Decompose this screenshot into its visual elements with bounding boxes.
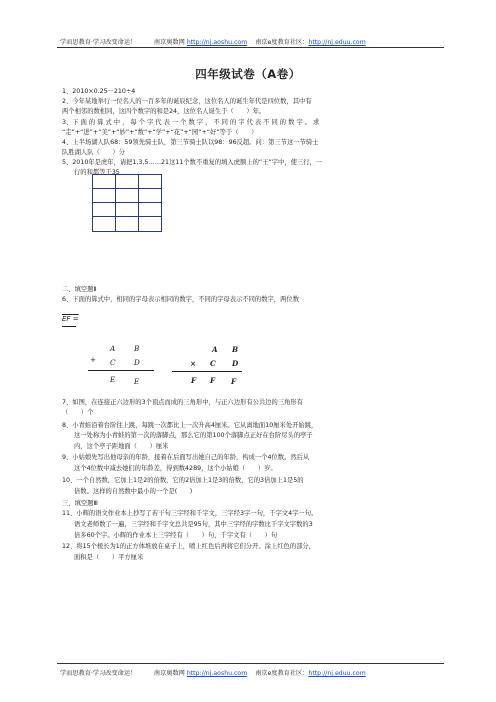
header-site1-label: 南京奥数网 [153, 39, 185, 46]
eq-right-b: B [232, 345, 239, 354]
question-7-line1: 7、如图，在连接正六边形的3个顶点而成的三角形中，与正六边形有公共边的三角形有 [62, 399, 303, 406]
question-6: 6、下面的算式中，相同的字母表示相同的数字，不同的字母表示不同的数字，两位数 [62, 296, 299, 303]
page-header [60, 37, 441, 46]
ef-label [62, 315, 79, 323]
eq-left-a: A [110, 344, 116, 353]
eq-left-plus: + [90, 355, 97, 364]
eq-right-a: A [212, 345, 218, 354]
question-8-line1: 8、小青蛙沿着台阶往上跳，每跳一次都比上一次升高4厘米。它从离地面10厘米处开始跳， [62, 422, 318, 429]
question-7-line2: （ ）个 [62, 409, 94, 416]
question-11-line3: 倍多60个字。小辉的作业本上三字经有（ ）句，千字文有（ ）句 [74, 532, 278, 539]
question-1: 1、2010×0.25－210÷4 [62, 88, 136, 95]
question-10-line2: 倍数。这样的自然数中最小的一个是( ) [74, 488, 193, 495]
header-brand: 学而思教育·学习改变命运！ [60, 39, 137, 46]
footer-brand: 学而思教育·学习改变命运！ [60, 670, 137, 677]
section-2-heading: 二、填空题Ⅱ [62, 286, 97, 293]
question-11-line1: 11、小辉的语文作业本上抄写了若干句三字经和千字文，三字经3字一句，千字文4字一句。 [62, 510, 318, 517]
footer-site1-link[interactable]: http://nj.aoshu.com [186, 670, 248, 677]
grid-cell[interactable] [115, 188, 139, 203]
ef-answer-line [62, 326, 76, 327]
eq-right-rule [172, 371, 242, 372]
grid-cell[interactable] [138, 216, 162, 232]
question-2-line1: 2、今年某地举行一位名人的一百多年的诞辰纪念，这位名人的诞生年代是四位数，其中有 [62, 98, 312, 105]
question-5-line1: 5、2010年是虎年，请把1,3,5……21这11个数不重复的填入虎额上的“王”字中，使三行，一 [62, 159, 323, 166]
eq-left-d: D [134, 358, 140, 367]
grid-cell[interactable] [92, 174, 116, 189]
ef-equals: = [72, 315, 79, 323]
footer-site2-link[interactable]: http://nj.eduu.com [308, 670, 366, 677]
question-9-line1: 9、小姑娘先写出他母亲的年龄，接着在后面写出她自己的年龄，构成一个4位数。然后从 [62, 454, 310, 461]
grid-cell[interactable] [138, 174, 162, 189]
eq-left-c: C [110, 358, 116, 367]
eq-right-f2: F [210, 376, 216, 385]
eq-right-times: × [190, 359, 197, 368]
footer-site1-label: 南京奥数网 [153, 670, 185, 677]
header-site1-link[interactable]: http://nj.aoshu.com [186, 39, 248, 46]
section-3-heading: 三、填空题Ⅲ [62, 500, 98, 507]
question-3-line1: 3、下 面 的 算 式 中 ， 每 个 字 代 表 一 个 数 字 ， 不 同 的 字 代 表 不 同 的 数 字 。 求 [62, 119, 320, 126]
question-8-line3: 内，这个亭子距地面（ ）厘米 [74, 443, 169, 450]
question-4-line2: 队胜湖人队（ ）分 [62, 149, 125, 156]
question-2-line2: 两个相邻的数相同，这四个数字的和是24，这位名人诞生于（ ）年。 [62, 108, 266, 115]
eq-right-f1: F [191, 376, 197, 385]
question-10-line1: 10、一个自然数，它加上1是2的倍数，它的2倍加上1是3的倍数，它的3倍加上1是5的 [62, 477, 304, 484]
question-4-line1: 4、上半场湖人队68：59领先骑士队，第三节骑士队以98：96反超。问：第三节这一节骑士 [62, 139, 319, 146]
eq-left-e2: E [134, 377, 140, 386]
eq-right-d: D [232, 359, 239, 368]
header-rule [57, 47, 444, 48]
page-title: 四年级试卷（A卷） [195, 67, 301, 81]
question-8-line2: 这一处称为小青蛙的第一次的落脚点，那么它的第100个落脚点正好在台阶尽头的亭子 [74, 432, 313, 439]
grid-cell[interactable] [92, 216, 116, 232]
grid-cell[interactable] [115, 202, 139, 217]
grid-cell[interactable] [115, 216, 139, 232]
wang-grid [92, 174, 162, 232]
eq-left-rule [88, 370, 154, 371]
grid-cell[interactable] [92, 202, 116, 217]
grid-cell[interactable] [115, 174, 139, 189]
footer-rule [57, 663, 444, 664]
eq-left-b: B [134, 344, 140, 353]
page-footer [60, 668, 441, 677]
eq-right-c: C [210, 359, 216, 368]
header-site2-label: 南京e度教育社区： [255, 39, 309, 46]
eq-left-e1: E [110, 375, 116, 384]
question-5-line2: 行的和都等于35 [74, 169, 120, 176]
question-12-line1: 12、将15个棱长为1的正方体堆放在桌子上，喷上红色后再将它们分开。涂上红色的部分， [62, 543, 316, 550]
footer-site2-label: 南京e度教育社区： [255, 670, 309, 677]
eq-right-f3: F [231, 377, 237, 386]
question-12-line2: 面积是（ ）平方厘米 [74, 554, 144, 561]
ef-text: EF [62, 315, 71, 323]
header-site2-link[interactable]: http://nj.eduu.com [308, 39, 366, 46]
question-9-line2: 这个4位数中减去她们的年龄差，得到数4289，这个小姑娘（ ）岁。 [74, 465, 277, 472]
grid-cell[interactable] [138, 202, 162, 217]
question-11-line2: 语文老师数了一遍，三字经和千字文总共是95句，其中三字经的字数比千字文字数的3 [74, 521, 313, 528]
question-3-line2: “走”+“进”+“美”+“妙”+“数”+“学”+“花”+“园”+“好”等于（ ） [62, 129, 258, 136]
